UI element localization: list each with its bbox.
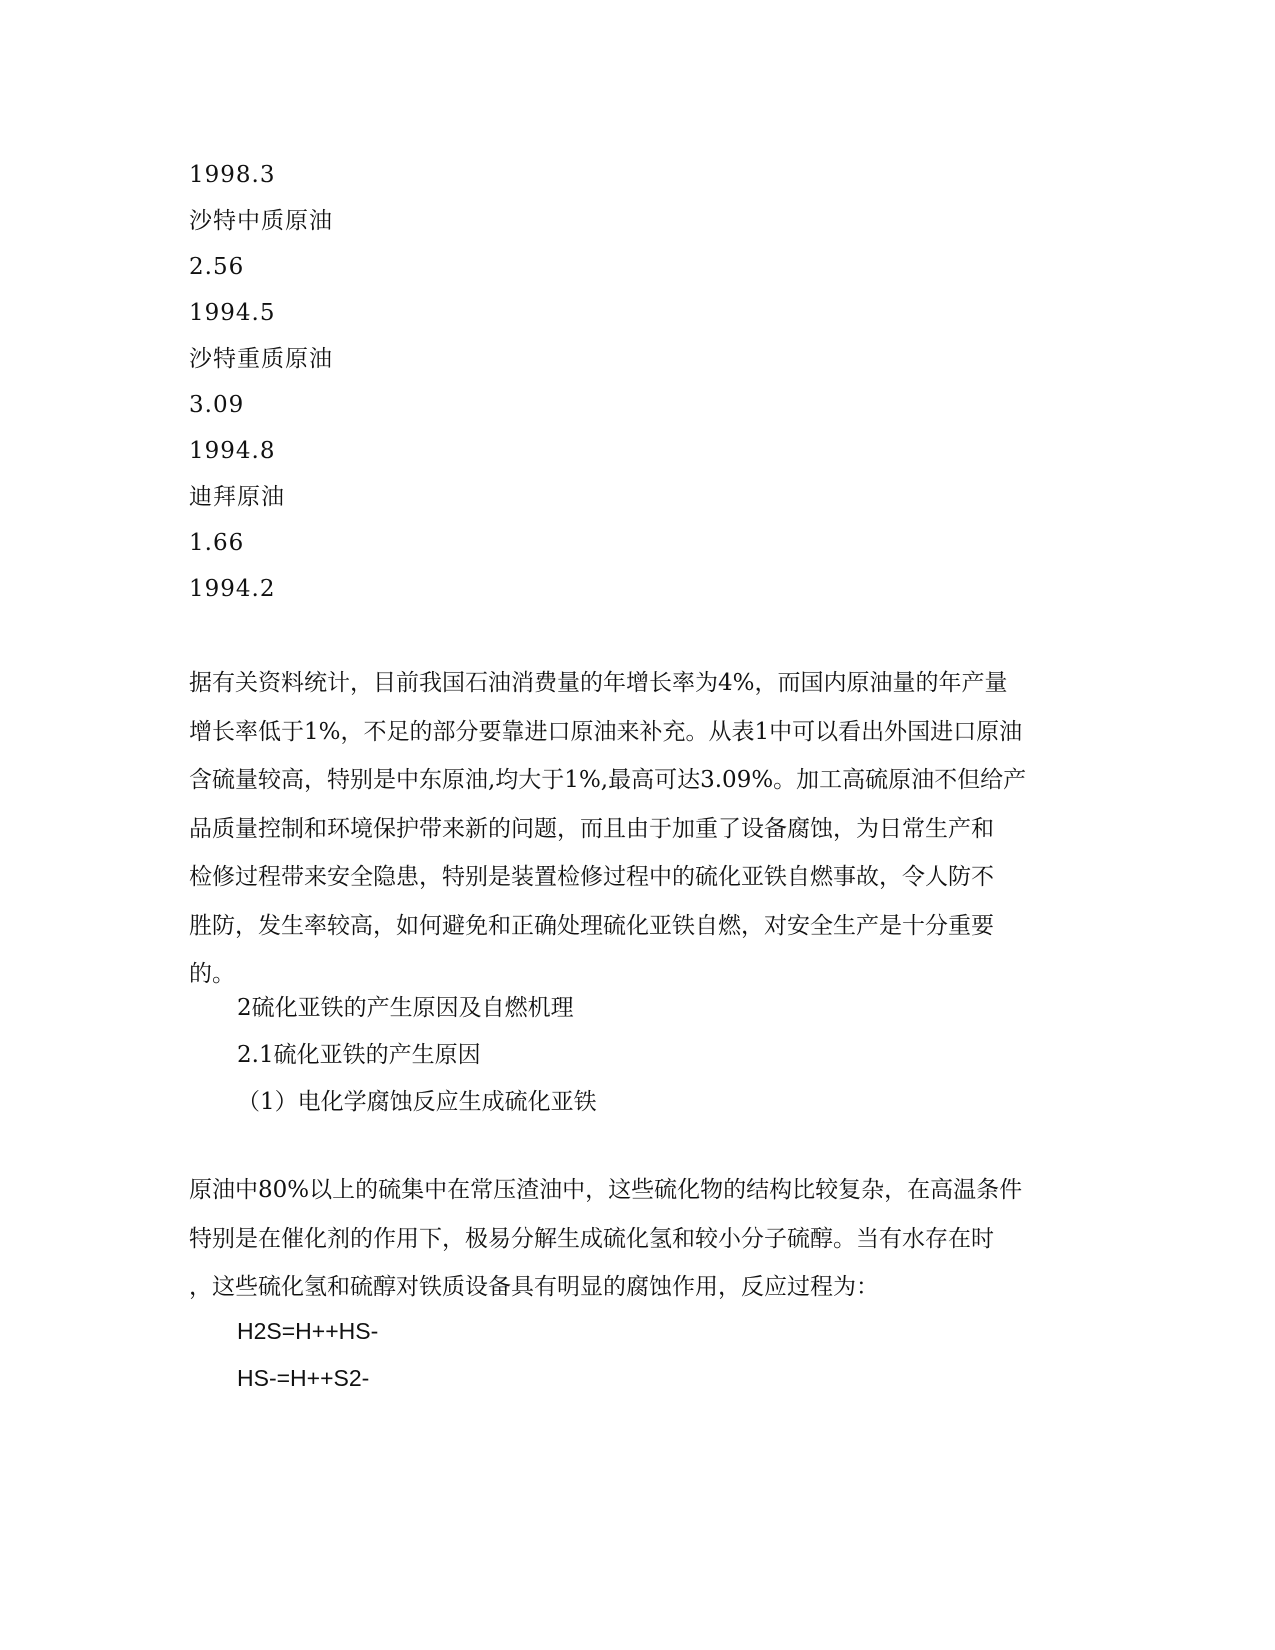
table-cell-sulfur-content: 2.56 xyxy=(189,254,245,280)
section-heading: 2硫化亚铁的产生原因及自燃机理 xyxy=(237,995,574,1021)
paragraph-line: 含硫量较高，特别是中东原油,均大于1%,最高可达3.09%。加工高硫原油不但给产 xyxy=(189,767,1027,793)
paragraph-line: 品质量控制和环境保护带来新的问题，而且由于加重了设备腐蚀，为日常生产和 xyxy=(189,815,994,842)
paragraph-line: ，这些硫化氢和硫醇对铁质设备具有明显的腐蚀作用，反应过程为： xyxy=(189,1274,879,1300)
table-cell-crude-name: 沙特中质原油 xyxy=(189,208,333,234)
table-cell-crude-name: 迪拜原油 xyxy=(189,484,285,510)
body-paragraph-corrosion xyxy=(189,1166,1069,1312)
paragraph-line: 检修过程带来安全隐患，特别是装置检修过程中的硫化亚铁自燃事故，令人防不 xyxy=(189,864,994,890)
equation-line: H2S=H++HS- xyxy=(237,1318,379,1344)
table-cell-sulfur-content: 1.66 xyxy=(189,530,245,556)
paragraph-line: 原油中80%以上的硫集中在常压渣油中，这些硫化物的结构比较复杂，在高温条件 xyxy=(189,1177,1023,1203)
paragraph-line: 据有关资料统计，目前我国石油消费量的年增长率为4%，而国内原油量的年产量 xyxy=(189,670,1008,696)
paragraph-line: 的。 xyxy=(189,961,235,987)
subsection-heading: 2.1硫化亚铁的产生原因 xyxy=(237,1042,481,1068)
table-cell-sulfur-content: 3.09 xyxy=(189,392,245,418)
paragraph-line: 特别是在催化剂的作用下，极易分解生成硫化氢和较小分子硫醇。当有水存在时 xyxy=(189,1225,994,1252)
body-paragraph-statistics xyxy=(189,659,1069,999)
item-heading: （1）电化学腐蚀反应生成硫化亚铁 xyxy=(237,1089,597,1115)
paragraph-line: 增长率低于1%，不足的部分要靠进口原油来补充。从表1中可以看出外国进口原油 xyxy=(189,718,1023,745)
equation-line: HS-=H++S2- xyxy=(237,1365,370,1391)
table-cell-date: 1994.5 xyxy=(189,300,276,326)
table-cell-date: 1994.8 xyxy=(189,438,276,464)
table-cell-date: 1994.2 xyxy=(189,576,276,602)
table-cell-date: 1998.3 xyxy=(189,162,276,188)
paragraph-line: 胜防，发生率较高，如何避免和正确处理硫化亚铁自燃，对安全生产是十分重要 xyxy=(189,912,994,939)
table-cell-crude-name: 沙特重质原油 xyxy=(189,346,333,372)
